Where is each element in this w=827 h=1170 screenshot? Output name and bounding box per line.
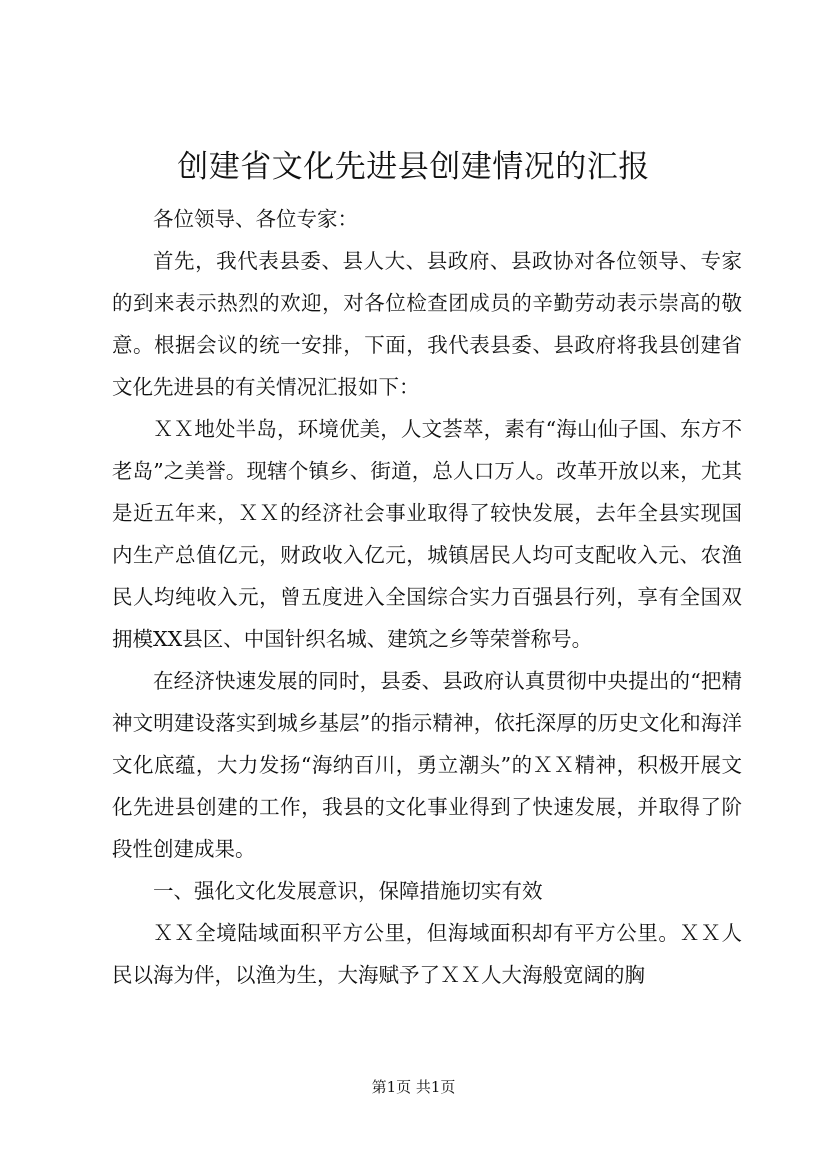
page-footer: 第1页 共1页 — [371, 1078, 456, 1096]
section-heading-1: 一、强化文化发展意识，保障措施切实有效 — [153, 879, 543, 903]
development-paragraph: 在经济快速发展的同时，县委、县政府认真贯彻中央提出的“把精神文明建设落实到城乡基层”的指示精神，依托深厚的历史文化和海洋文化底蕴，大力发扬“海纳百川，勇立潮头”的ＸＸ精神，积极开展文化先进县创建的工作，我县的文化事业得到了快速发展，并取得了阶段性创建成果。 — [112, 669, 742, 861]
document-title: 创建省文化先进县创建情况的汇报 — [177, 149, 650, 185]
overview-paragraph: ＸＸ地处半岛，环境优美，人文荟萃，素有“海山仙子国、东方不老岛”之美誉。现辖个镇乡、街道，总人口万人。改革开放以来，尤其是近五年来，ＸＸ的经济社会事业取得了较快发展，去年全县实现国内生产总值亿元，财政收入亿元，城镇居民人均可支配收入元、农渔民人均纯收入元，曾五度进入全国综合实力百强县行列，享有全国双拥模XX县区、中国针织名城、建筑之乡等荣誉称号。 — [112, 417, 742, 651]
intro-paragraph: 首先，我代表县委、县人大、县政府、县政协对各位领导、专家的到来表示热烈的欢迎，对各位检查团成员的辛勤劳动表示崇高的敬意。根据会议的统一安排，下面，我代表县委、县政府将我县创建省文化先进县的有关情况汇报如下： — [112, 249, 742, 399]
section-1-paragraph: ＸＸ全境陆域面积平方公里，但海域面积却有平方公里。ＸＸ人民以海为伴，以渔为生，大海赋予了ＸＸ人大海般宽阔的胸 — [112, 921, 742, 987]
salutation-paragraph: 各位领导、各位专家： — [153, 207, 358, 231]
document-body — [112, 198, 742, 996]
